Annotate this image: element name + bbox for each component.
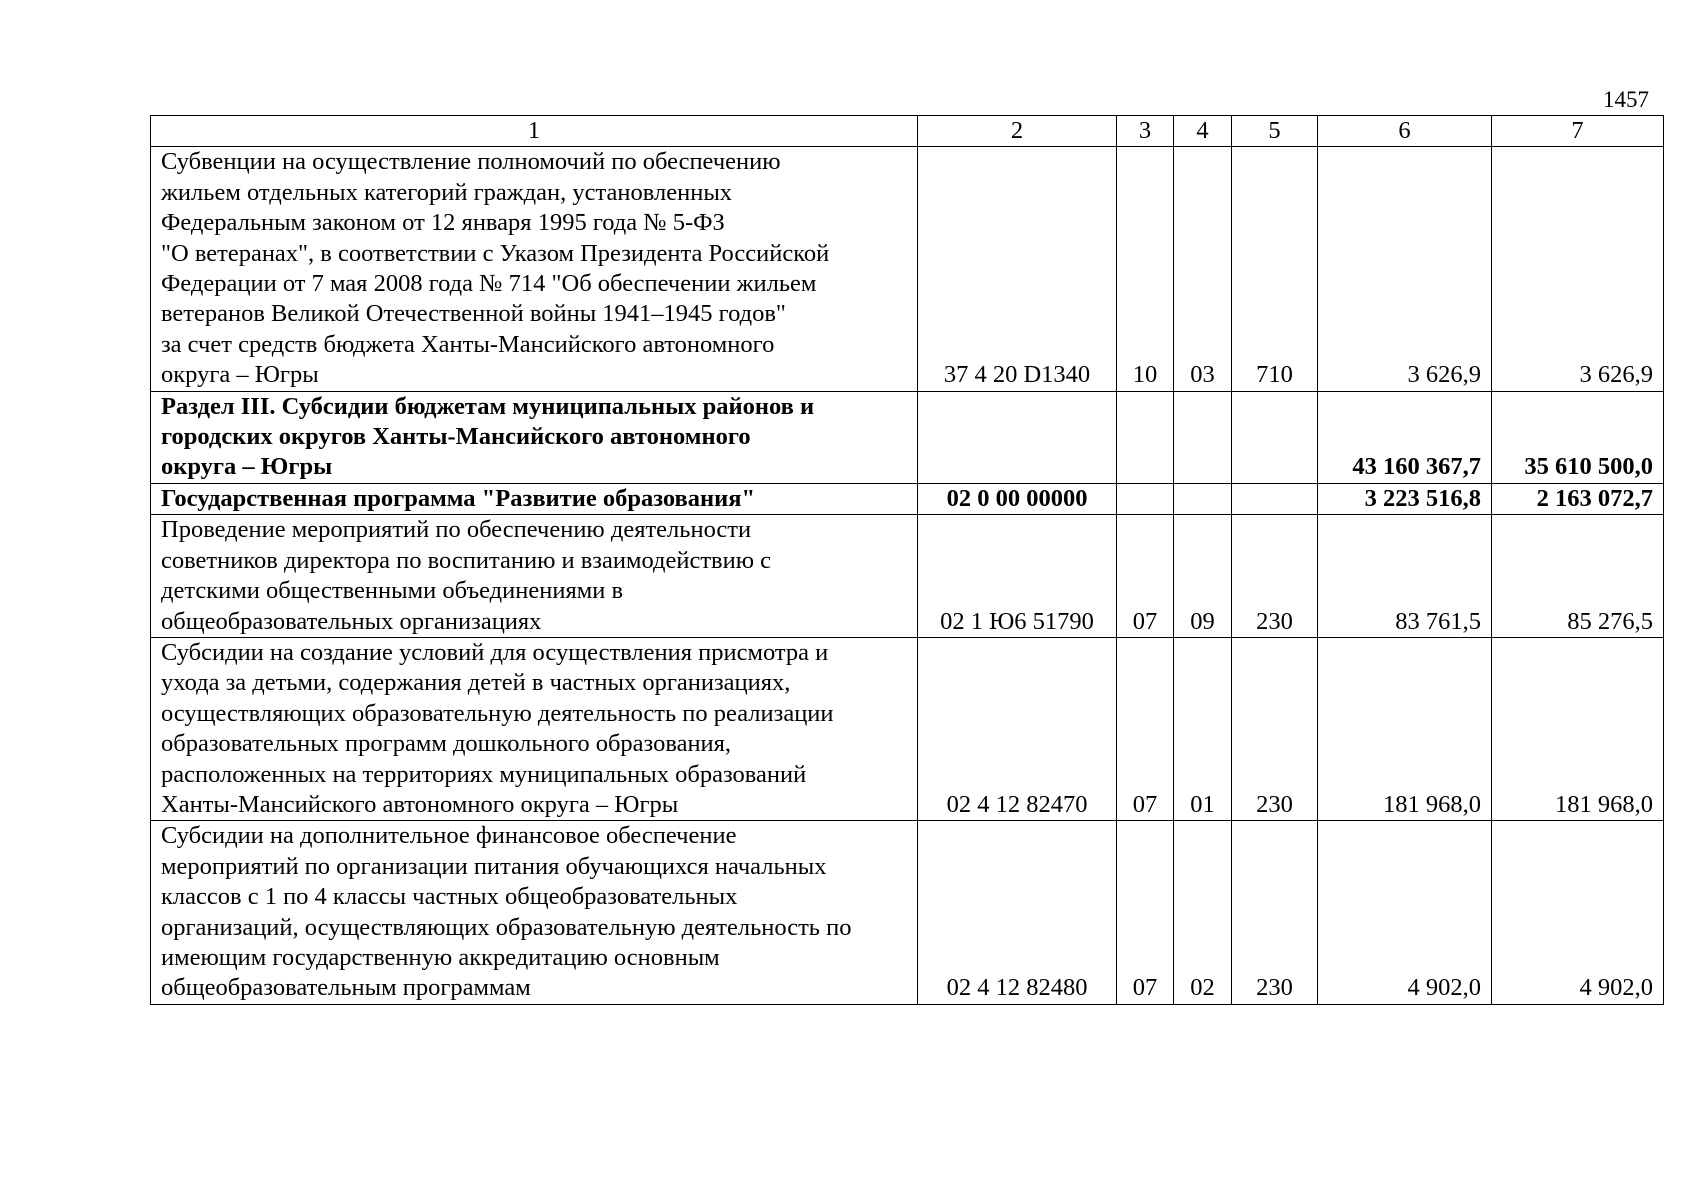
subsection-cell: 03 bbox=[1174, 147, 1232, 391]
amount-cell: 43 160 367,7 bbox=[1318, 391, 1492, 483]
amount-cell: 83 761,5 bbox=[1318, 515, 1492, 638]
column-header: 5 bbox=[1232, 116, 1318, 147]
subsection-cell: 02 bbox=[1174, 821, 1232, 1004]
amount-cell: 4 902,0 bbox=[1318, 821, 1492, 1004]
column-header: 1 bbox=[151, 116, 918, 147]
column-header: 2 bbox=[918, 116, 1117, 147]
amount-cell: 3 223 516,8 bbox=[1318, 483, 1492, 514]
subsection-cell: 09 bbox=[1174, 515, 1232, 638]
column-header: 6 bbox=[1318, 116, 1492, 147]
amount-cell: 3 626,9 bbox=[1318, 147, 1492, 391]
section-cell: 07 bbox=[1117, 637, 1174, 820]
target-article-cell: 02 0 00 00000 bbox=[918, 483, 1117, 514]
amount-cell: 3 626,9 bbox=[1492, 147, 1664, 391]
section-cell bbox=[1117, 483, 1174, 514]
section-cell: 07 bbox=[1117, 821, 1174, 1004]
amount-cell: 2 163 072,7 bbox=[1492, 483, 1664, 514]
description-cell: Субвенции на осуществление полномочий по обеспечению жильем отдельных категорий граждан, установленных Федеральным законом от 12 января 1995 года № 5-ФЗ "О ветеранах", в соответствии с Указом Президента Российской Федерации от 7 мая 2008 года № 714 "Об обеспечении жильем ветеранов Великой Отечественной войны 1941–1945 годов" за счет средств бюджета Ханты-Мансийского автономного округа – Югры bbox=[151, 147, 918, 391]
subsection-cell bbox=[1174, 391, 1232, 483]
section-cell: 07 bbox=[1117, 515, 1174, 638]
target-article-cell: 02 4 12 82480 bbox=[918, 821, 1117, 1004]
program-row bbox=[151, 483, 1664, 514]
expense-type-cell: 230 bbox=[1232, 821, 1318, 1004]
target-article-cell: 02 4 12 82470 bbox=[918, 637, 1117, 820]
column-header: 4 bbox=[1174, 116, 1232, 147]
section-cell: 10 bbox=[1117, 147, 1174, 391]
subsection-cell: 01 bbox=[1174, 637, 1232, 820]
budget-table bbox=[150, 115, 1664, 1005]
table-row bbox=[151, 637, 1664, 820]
section-cell bbox=[1117, 391, 1174, 483]
amount-cell: 35 610 500,0 bbox=[1492, 391, 1664, 483]
header-row bbox=[151, 116, 1664, 147]
expense-type-cell: 230 bbox=[1232, 637, 1318, 820]
amount-cell: 181 968,0 bbox=[1492, 637, 1664, 820]
description-cell: Субсидии на создание условий для осуществления присмотра и ухода за детьми, содержания детей в частных организациях, осуществляющих образовательную деятельность по реализации образовательных программ дошкольного образования, расположенных на территориях муниципальных образований Ханты-Мансийского автономного округа – Югры bbox=[151, 637, 918, 820]
amount-cell: 85 276,5 bbox=[1492, 515, 1664, 638]
description-cell: Раздел III. Субсидии бюджетам муниципальных районов и городских округов Ханты-Мансийского автономного округа – Югры bbox=[151, 391, 918, 483]
description-cell: Проведение мероприятий по обеспечению деятельности советников директора по воспитанию и взаимодействию с детскими общественными объединениями в общеобразовательных организациях bbox=[151, 515, 918, 638]
amount-cell: 4 902,0 bbox=[1492, 821, 1664, 1004]
target-article-cell: 37 4 20 D1340 bbox=[918, 147, 1117, 391]
expense-type-cell: 710 bbox=[1232, 147, 1318, 391]
amount-cell: 181 968,0 bbox=[1318, 637, 1492, 820]
description-cell: Государственная программа "Развитие образования" bbox=[151, 483, 918, 514]
column-header: 3 bbox=[1117, 116, 1174, 147]
target-article-cell bbox=[918, 391, 1117, 483]
expense-type-cell bbox=[1232, 483, 1318, 514]
table-row bbox=[151, 821, 1664, 1004]
column-header: 7 bbox=[1492, 116, 1664, 147]
table-row bbox=[151, 147, 1664, 391]
expense-type-cell bbox=[1232, 391, 1318, 483]
table-row bbox=[151, 515, 1664, 638]
page-number: 1457 bbox=[1603, 87, 1649, 112]
subsection-cell bbox=[1174, 483, 1232, 514]
description-cell: Субсидии на дополнительное финансовое обеспечение мероприятий по организации питания обучающихся начальных классов с 1 по 4 классы частных общеобразовательных организаций, осуществляющих образовательную деятельность по имеющим государственную аккредитацию основным общеобразовательным программам bbox=[151, 821, 918, 1004]
target-article-cell: 02 1 Ю6 51790 bbox=[918, 515, 1117, 638]
expense-type-cell: 230 bbox=[1232, 515, 1318, 638]
section-row bbox=[151, 391, 1664, 483]
